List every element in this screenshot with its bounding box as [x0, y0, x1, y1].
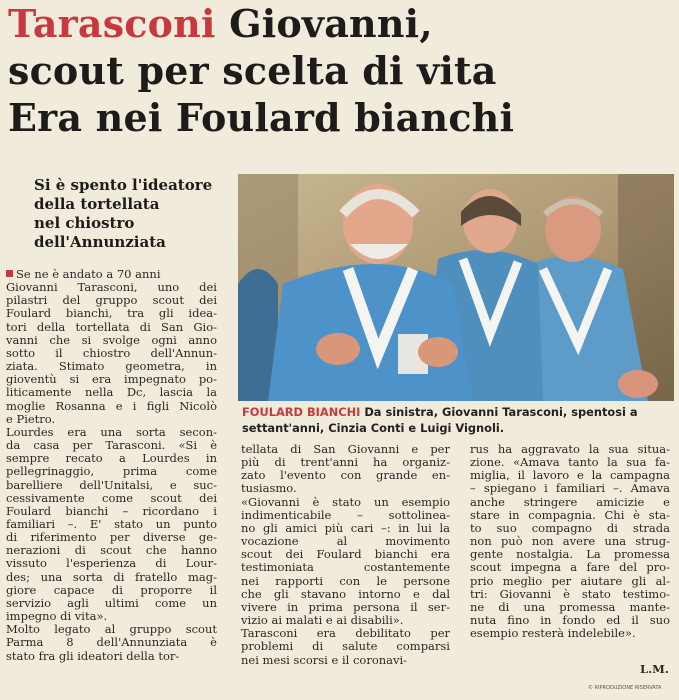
article-line: e Pietro.	[6, 411, 56, 426]
article-line: tellata di San Giovanni e per	[241, 442, 450, 456]
article-line: non può non avere una strug-	[470, 534, 670, 549]
article-line: Giovanni Tarasconi, uno dei	[6, 280, 217, 295]
article-line: stato fra gli ideatori della tor-	[6, 648, 180, 663]
subheadline	[34, 176, 234, 252]
article-line: vizio ai malati e ai disabili».	[241, 613, 404, 628]
article-line: nei mesi scorsi e il coronavi-	[241, 652, 408, 667]
subhead-line: dell'Annunziata	[34, 233, 166, 251]
headline-line-1	[8, 0, 676, 47]
article-line: problemi di salute comparsi	[241, 639, 450, 654]
article-line: barelliere dell'Unitalsi, e suc-	[6, 477, 217, 492]
article-line: tusiasmo.	[241, 481, 297, 496]
article-line: servizio agli ultimi come un	[6, 595, 217, 610]
article-line: Molto legato al gruppo scout	[6, 622, 217, 637]
article-line: vocazione al movimento	[241, 534, 450, 549]
article-line: di riferimento per diverse ge-	[6, 530, 217, 545]
article-column-1	[6, 268, 217, 663]
article-line: rus ha aggravato la sua situa-	[470, 442, 670, 456]
article-line: tri: Giovanni è stato testimo-	[470, 586, 670, 601]
article-line: nei rapporti con le persone	[241, 573, 450, 588]
caption-text: Da sinistra, Giovanni Tarasconi, spentosi a settant'anni, Cinzia Conti e Luigi Vignoli.	[242, 405, 638, 435]
article-line: anche stringere amicizie e	[470, 494, 670, 509]
article-line: moglie Rosanna e i figli Nicolò	[6, 398, 217, 413]
article-line: zato l'evento con grande en-	[241, 468, 450, 483]
article-line: pellegrinaggio, prima come	[6, 464, 217, 479]
group-photo-illustration	[238, 174, 674, 401]
article-line: liticamente nella Dc, lascia la	[6, 385, 217, 400]
article-line: giore capace di proporre il	[6, 582, 217, 597]
photo-caption	[242, 405, 676, 436]
subhead-line: nel chiostro	[34, 214, 135, 232]
article-line: gente nostalgia. La promessa	[470, 547, 670, 562]
author-signature: L.M.	[640, 662, 669, 676]
paragraph-marker-icon	[6, 270, 13, 277]
article-line: che gli stavano intorno e dal	[241, 586, 450, 601]
article-line: impegno di vita».	[6, 609, 108, 624]
headline-first-name: Giovanni,	[215, 1, 433, 46]
article-line: vivere in prima persona il ser-	[241, 599, 450, 614]
article-line: vanni che si svolge ogni anno	[6, 332, 217, 347]
article-line: ziata. Stimato geometra, in	[6, 359, 217, 374]
article-line: sempre recato a Lourdes in	[6, 451, 217, 466]
article-line: testimoniata costantemente	[241, 560, 450, 575]
article-line: pilastri del gruppo scout dei	[6, 293, 217, 308]
article-line: zione. «Amava tanto la sua fa-	[470, 455, 670, 470]
article-line: – spiegano i familiari –. Amava	[470, 481, 670, 496]
article-line: stare in compagnia. Chi è sta-	[470, 507, 670, 522]
caption-kicker: FOULARD BIANCHI	[242, 405, 361, 419]
group-photo	[238, 174, 674, 401]
article-line: nerazioni di scout che hanno	[6, 543, 217, 558]
article-column-2	[241, 443, 450, 667]
article-line: gioventù si era impegnato po-	[6, 372, 217, 387]
article-column-3	[470, 443, 670, 640]
article-line-text: Se ne è andato a 70 anni	[16, 267, 161, 281]
article-line: tori della tortellata di San Gio-	[6, 319, 217, 334]
article-line: to suo compagno di strada	[470, 520, 670, 535]
article-line: Foulard bianchi, tra gli idea-	[6, 306, 217, 321]
article-line: vissuto l'esperienza di Lour-	[6, 556, 217, 571]
article-line: des; una sorta di fratello mag-	[6, 569, 217, 584]
article-line: no gli amici più cari –: in lui la	[241, 520, 450, 535]
headline-line-3: Era nei Foulard bianchi	[8, 95, 515, 140]
copyright-notice: © RIPRODUZIONE RISERVATA	[588, 685, 662, 691]
article-line: esempio resterà indelebile».	[470, 626, 636, 641]
article-line: Parma 8 dell'Annunziata è	[6, 635, 217, 650]
article-line: ne di una promessa mante-	[470, 599, 670, 614]
article-line: Tarasconi era debilitato per	[241, 626, 450, 641]
article-line: cessivamente come scout dei	[6, 490, 217, 505]
headline-surname: Tarasconi	[8, 1, 216, 46]
article-line: nuta fino in fondo ed il suo	[470, 613, 670, 628]
article-line: Lourdes era una sorta secon-	[6, 424, 217, 439]
article-line: familiari –. E' stato un punto	[6, 516, 217, 531]
subhead-line: Si è spento l'ideatore	[34, 176, 213, 194]
article-line: più di trent'anni ha organiz-	[241, 455, 450, 470]
article-line: prio meglio per aiutare gli al-	[470, 573, 670, 588]
article-line: «Giovanni è stato un esempio	[241, 494, 450, 509]
article-line: da casa per Tarasconi. «Si è	[6, 438, 217, 453]
headline	[8, 0, 676, 141]
subhead-line: della tortellata	[34, 195, 160, 213]
article-line: miglia, il lavoro e la campagna	[470, 468, 670, 483]
article-line: Foulard bianchi – ricordano i	[6, 503, 217, 518]
article-line: scout impegna a fare del pro-	[470, 560, 670, 575]
headline-line-2: scout per scelta di vita	[8, 48, 497, 93]
article-line: scout dei Foulard bianchi era	[241, 547, 450, 562]
article-line: sotto il chiostro dell'Annun-	[6, 345, 217, 360]
article-line: indimenticabile – sottolinea-	[241, 507, 450, 522]
